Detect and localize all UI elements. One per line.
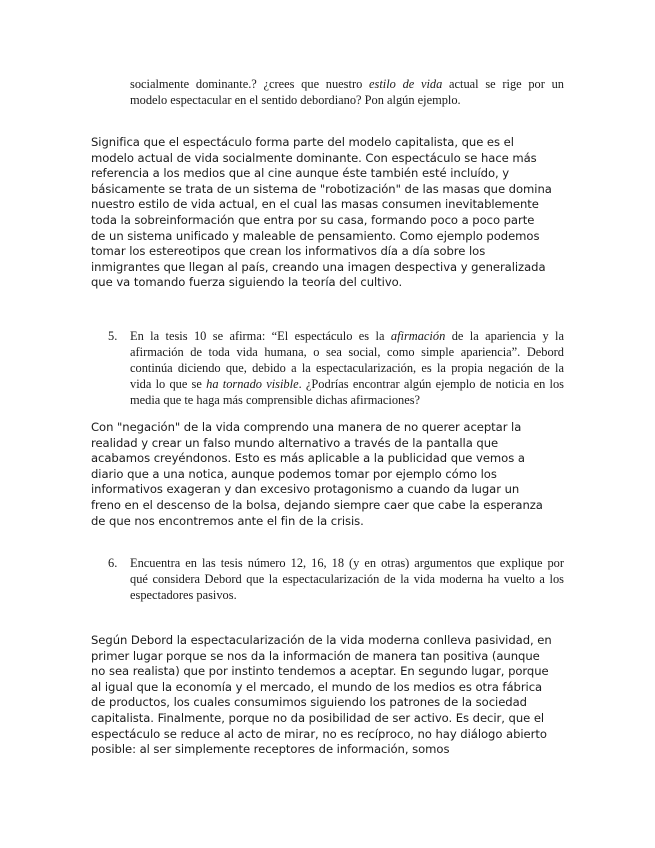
answer-line: acabamos creyéndonos. Esto es más aplicable a la publicidad que vemos a [91, 451, 525, 466]
answer-paragraph-2 [91, 420, 566, 529]
question-line: Encuentra en las tesis número 12, 16, 18 (y en otras) argumentos que explique por [130, 556, 564, 570]
answer-line: diario que a una notica, aunque podemos tomar por ejemplo cómo los [91, 466, 497, 481]
answer-line: no sea realista) que por instinto tendemos a aceptar. En segundo lugar, porque [91, 664, 549, 679]
answer-line: Con "negación" de la vida comprendo una manera de no querer aceptar la [91, 420, 522, 434]
answer-line: Significa que el espectáculo forma parte del modelo capitalista, que es el [91, 135, 514, 149]
question-line: modelo espectacular en el sentido debordiano? Pon algún ejemplo. [130, 93, 461, 107]
answer-line: de que nos encontremos ante el fin de la crisis. [91, 513, 364, 528]
answer-line: básicamente se trata de un sistema de "robotización" de las masas que domina [91, 181, 552, 196]
answer-line: capitalista. Finalmente, porque no da posibilidad de ser activo. Es decir, que el [91, 710, 545, 725]
question-line: media que te haga más comprensible dichas afirmaciones? [130, 393, 421, 407]
answer-line: de productos, los cuales consumimos siguiendo los patrones de la sociedad [91, 695, 527, 710]
answer-line: realidad y crear un falso mundo alternativo a través de la pantalla que [91, 435, 499, 450]
question-line: En la tesis 10 se afirma: “El espectáculo es la afirmación de la apariencia y la [130, 329, 565, 343]
answer-line: modelo actual de vida socialmente dominante. Con espectáculo se hace más [91, 150, 537, 165]
question-line: espectadores pasivos. [130, 588, 237, 602]
answer-line: posible: al ser simplemente receptores de información, somos [91, 742, 450, 757]
question-5 [108, 328, 565, 408]
question-number: 6. [108, 556, 118, 570]
answer-line: de un sistema unificado y maleable de pensamiento. Como ejemplo podemos [91, 228, 540, 243]
answer-line: espectáculo se reduce al acto de mirar, no es recíproco, no hay diálogo abierto [91, 726, 547, 741]
question-line: socialmente dominante.? ¿crees que nuestro estilo de vida actual se rige por un [130, 77, 564, 91]
question-line: continúa diciendo que, debido a la espectacularización, es la propia negación de la [130, 361, 564, 375]
question-line: vida lo que se ha tornado visible. ¿Podrías encontrar algún ejemplo de noticia en los [130, 377, 565, 391]
question-number: 5. [108, 329, 118, 343]
answer-line: inmigrantes que llegan al país, creando una imagen despectiva y generalizada [91, 259, 546, 274]
answer-line: informativos exageran y dan excesivo protagonismo a cuando da lugar un [91, 482, 520, 497]
answer-line: nuestro estilo de vida actual, en el cual las masas consumen inevitablemente [91, 197, 539, 212]
answer-paragraph-3 [91, 633, 566, 758]
answer-line: freno en el descenso de la bolsa, dejando siempre caer que cabe la esperanza [91, 497, 543, 512]
answer-line: toda la sobreinformación que entra por su casa, formando poco a poco parte [91, 212, 535, 227]
question-line: afirmación de toda vida humana, o sea social, como simple apariencia”. Debord [130, 345, 564, 359]
answer-line: Según Debord la espectacularización de la vida moderna conlleva pasividad, en [91, 633, 552, 647]
answer-line: referencia a los medios que al cine aunque éste también esté incluído, y [91, 166, 510, 181]
answer-line: tomar los estereotipos que crean los informativos día a día sobre los [91, 244, 486, 259]
answer-line: primer lugar porque se nos da la información de manera tan positiva (aunque [91, 648, 540, 663]
question-6 [108, 555, 564, 603]
answer-line: que va tomando fuerza siguiendo la teoría del cultivo. [91, 275, 403, 290]
answer-line: al igual que la economía y el mercado, el mundo de los medios es otra fábrica [91, 679, 543, 694]
answer-paragraph-1 [91, 135, 566, 291]
question-continuation [130, 76, 564, 108]
question-line: qué considera Debord que la espectacularización de la vida moderna ha vuelto a los [130, 572, 564, 586]
